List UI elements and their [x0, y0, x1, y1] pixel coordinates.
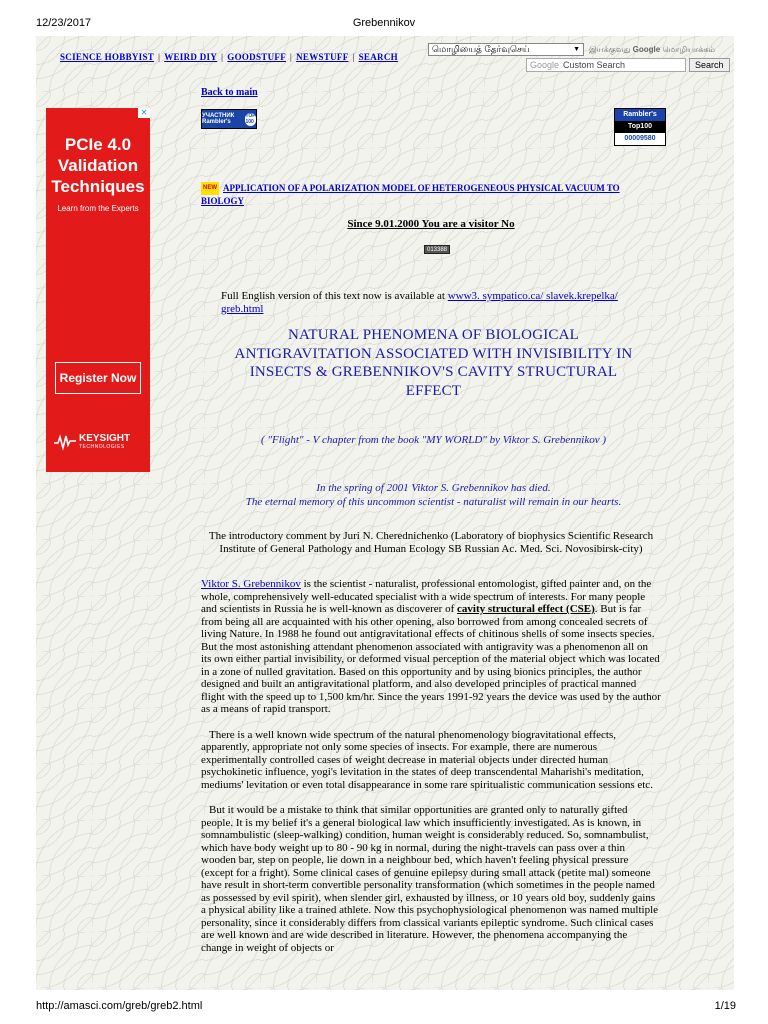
visitor-text: Since 9.01.2000 You are a visitor No: [347, 218, 515, 230]
powered-by: இயக்குவது Google மொழியாக்கம்: [589, 44, 715, 54]
nav-separator: |: [352, 52, 355, 62]
article-body: [201, 578, 661, 967]
print-date: 12/23/2017: [36, 17, 92, 29]
new-article-line: [201, 182, 661, 208]
print-page-number: 1/19: [714, 1000, 736, 1012]
top-nav: [60, 52, 398, 62]
nav-goodstuff[interactable]: GOODSTUFF: [227, 52, 286, 62]
custom-search: [526, 58, 730, 72]
keysight-logo: KEYSIGHT TECHNOLOGIES: [54, 434, 130, 450]
nav-separator: |: [158, 52, 161, 62]
ad-subline: Learn from the Experts: [57, 204, 139, 213]
search-button[interactable]: Search: [689, 58, 730, 72]
paragraph: But it would be a mistake to think that similar opportunities are granted only to naturally gifted people. It is my belief it's a general biological law which insufficiently investigated. As is known, in somnambulistic (sleep-walking) condition, human weight is considerably reduced. So, somnambulist, which have body weight up to 80 - 90 kg in normal, during the night-travels can pass over a thin wooden bar, step on people, lie down in a neighbour bed, which haven't feeling physical pressure (except for a fright). Some clinical cases of genuine epilepsy during small attack (petite mal) someone have result in short-term convertible personality transformation (which sometimes in the people named as possessed by evil spirit), when slender girl, exhausted by illness, or 10 years old boy, suddenly gains a physical ability like a trained athlete. Now this psychophysiological phenomenon was named multiple personality, since it considerably differs from classical variants epileptic syndrome. Such clinical cases are well known and are wide described in literature. However, the phenomena accompanying the change in weight of objects or: [201, 804, 659, 954]
full-version-link[interactable]: www3. sympatico.ca/ slavek.krepelka/ greb.html: [221, 290, 618, 315]
register-now-button[interactable]: Register Now: [55, 362, 141, 394]
author-link[interactable]: Viktor S. Grebennikov: [201, 578, 301, 590]
rambler-member-badge[interactable]: УЧАСТНИК Rambler's TOP 100: [201, 109, 257, 129]
keysight-ad[interactable]: [46, 108, 150, 472]
keysight-wave-icon: [54, 434, 76, 450]
language-select-label: மொழியைத் தேர்வுசெய்: [432, 43, 530, 54]
rambler-top100-counter[interactable]: Rambler's Top100 00009580: [614, 108, 666, 146]
print-url: http://amasci.com/greb/greb2.html: [36, 1000, 203, 1012]
nav-science-hobbyist[interactable]: SCIENCE HOBBYIST: [60, 52, 155, 62]
nav-newstuff[interactable]: NEWSTUFF: [296, 52, 349, 62]
paragraph: Viktor S. Grebennikov is the scientist - naturalist, professional entomologist, gifted painter and, on the whole, comprehensively well-educated specialist with a wide spectrum of interests. For many people and scientists in Russia he is well-known as discoverer of cavity structural effect (CSE). But is far from being all are acquainted with his other opening, also borrowed from among concealed secrets of living Nature. In 1988 he found out antigravitational effects of chitinous shells of some insects species. But the most astonishing attendant phenomenon associated with antigravity was a phenomenon all on its own either partial invisibility, or deformed visual perception of the material object which was located in a zone of nulled gravitation. Based on this opportunity and by using bionics principles, the author designed and built an antigravitational platform, and also developed principles of practical manned flight with the speed up to 1,500 km/hr. Since the years 1991-92 years the device was used by the author as a means of rapid transport.: [201, 578, 661, 715]
language-select[interactable]: [428, 43, 584, 56]
google-translate: [428, 43, 715, 56]
search-placeholder: Custom Search: [563, 60, 626, 70]
print-header: [0, 0, 768, 36]
chevron-down-icon: ▼: [573, 46, 580, 53]
google-logo: Google: [632, 44, 661, 54]
print-title: Grebennikov: [352, 17, 416, 29]
nav-separator: |: [221, 52, 224, 62]
new-icon: NEW: [201, 182, 219, 195]
nav-search[interactable]: SEARCH: [358, 52, 398, 62]
visitor-counter: 013388: [424, 245, 450, 254]
print-footer: [0, 1000, 768, 1024]
memorial-note: In the spring of 2001 Viktor S. Grebennikov has died. The eternal memory of this uncommon scientist - naturalist will remain in our hearts.: [245, 482, 622, 508]
back-to-main-link[interactable]: Back to main: [201, 87, 258, 98]
new-article-link[interactable]: APPLICATION OF A POLARIZATION MODEL OF HETEROGENEOUS PHYSICAL VACUUM TO BIOLOGY: [201, 183, 620, 207]
ad-choices-icon[interactable]: ✕: [138, 108, 150, 118]
search-input[interactable]: [526, 58, 686, 72]
page-title: NATURAL PHENOMENA OF BIOLOGICAL ANTIGRAVITATION ASSOCIATED WITH INVISIBILITY IN INSECTS & GREBENNIKOV'S CAVITY STRUCTURAL EFFECT: [234, 327, 633, 399]
web-page: [36, 36, 734, 990]
paragraph: There is a well known wide spectrum of the natural phenomenology biogravitational effects, apparently, appropriate not only some species of insects. For example, there are numerous experimentally controlled cases of weight decrease in material objects under directed human psychokinetic influence, yogi's levitation in the states of deep transcendental Maharishi's meditation, mediums' levitation or even total disappearance in some rare spiritualistic communication sessions etc.: [201, 728, 653, 791]
full-version-line: Full English version of this text now is available at www3. sympatico.ca/ slavek.krepelka/ greb.html: [221, 290, 618, 315]
nav-separator: |: [290, 52, 293, 62]
intro-comment: The introductory comment by Juri N. Cherednichenko (Laboratory of biophysics Scientific Research Institute of General Pathology and Human Ecology SB Russian Ac. Med. Sci. Novosibirsk-city): [208, 530, 654, 555]
google-label: Google: [530, 60, 560, 70]
nav-weird-diy[interactable]: WEIRD DIY: [164, 52, 218, 62]
ad-headline: PCIe 4.0 Validation Techniques: [51, 135, 145, 196]
chapter-subtitle: ( "Flight" - V chapter from the book "MY WORLD" by Viktor S. Grebennikov ): [260, 434, 607, 446]
cse-link[interactable]: cavity structural effect (CSE): [457, 603, 595, 615]
